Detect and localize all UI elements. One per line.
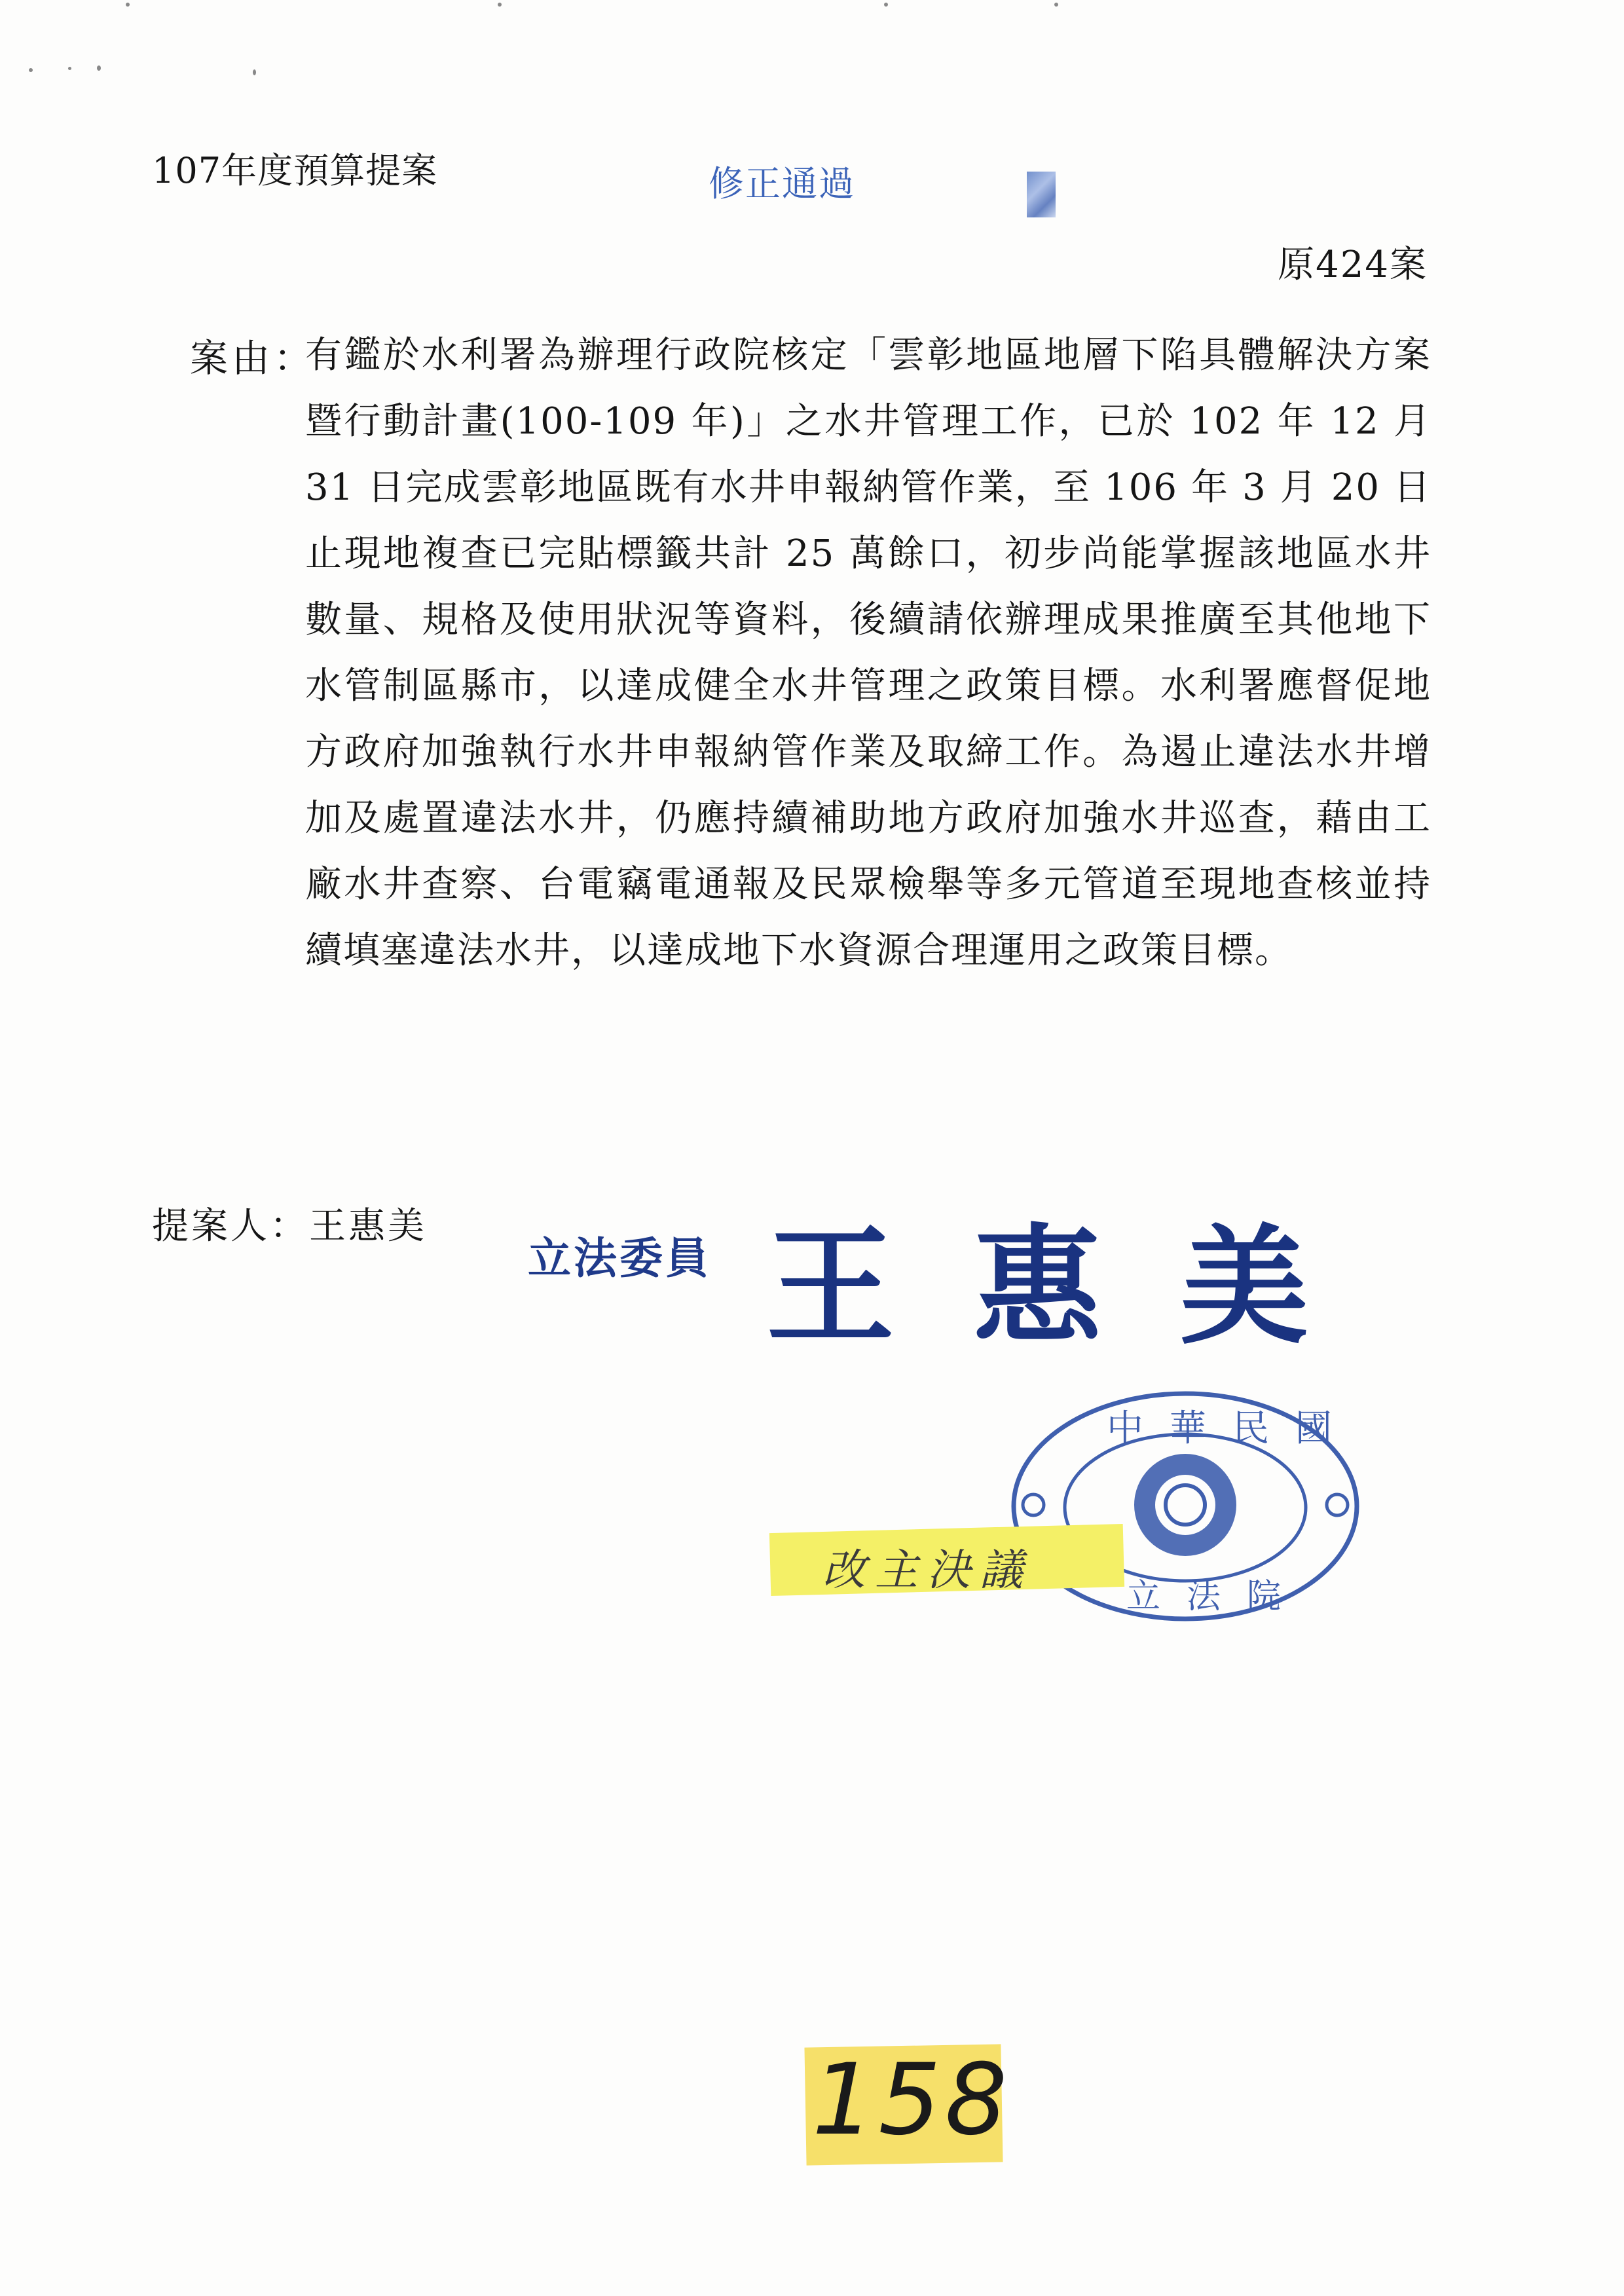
scan-speck [97, 65, 101, 71]
scan-speck [29, 68, 33, 72]
scan-speck [253, 69, 256, 75]
page-number: 158 [812, 2043, 1012, 2157]
original-case-number: 原424案 [1278, 244, 1428, 286]
seal-text-bottom: 立法院 [1126, 1577, 1308, 1616]
scan-speck [1054, 3, 1058, 7]
legislator-signature-name: 王惠美 [766, 1212, 1388, 1362]
proposer-line: 提案人：王惠美 [152, 1205, 427, 1248]
ink-smudge [1027, 172, 1056, 217]
case-label: 案由： [190, 336, 316, 380]
handwritten-note: 改主決議 [822, 1545, 1032, 1595]
approval-stamp: 修正通過 [709, 163, 855, 204]
legislator-title: 立法委員 [528, 1232, 711, 1284]
scan-speck [126, 3, 130, 7]
official-seal-icon [1008, 1388, 1362, 1624]
scan-speck [68, 67, 71, 70]
case-body-text: 有鑑於水利署為辦理行政院核定「雲彰地區地層下陷具體解決方案暨行動計畫(100-109 年)」之水井管理工作，已於 102 年 12 月 31 日完成雲彰地區既有水井申報納管作業，至 106 年 3 月 20 日止現地複查已完貼標籤共計 25 萬餘口，初步尚能掌握該地區水井數量、規格及使用狀況等資料，後續請依辦理成果推廣至其他地下水管制區縣市，以達成健全水井管理之政策目標。水利署應督促地方政府加強執行水井申報納管作業及取締工作。為遏止違法水井增加及處置違法水井，仍應持續補助地方政府加強水井巡查，藉由工廠水井查察、台電竊電通報及民眾檢舉等多元管道至現地查核並持續填塞違法水井，以達成地下水資源合理運用之政策目標。 [305, 334, 1431, 972]
seal-text-top: 中華民國 [1107, 1407, 1358, 1450]
scan-speck [498, 3, 502, 7]
scan-speck [884, 3, 888, 7]
document-header-title: 107年度預算提案 [152, 150, 438, 191]
